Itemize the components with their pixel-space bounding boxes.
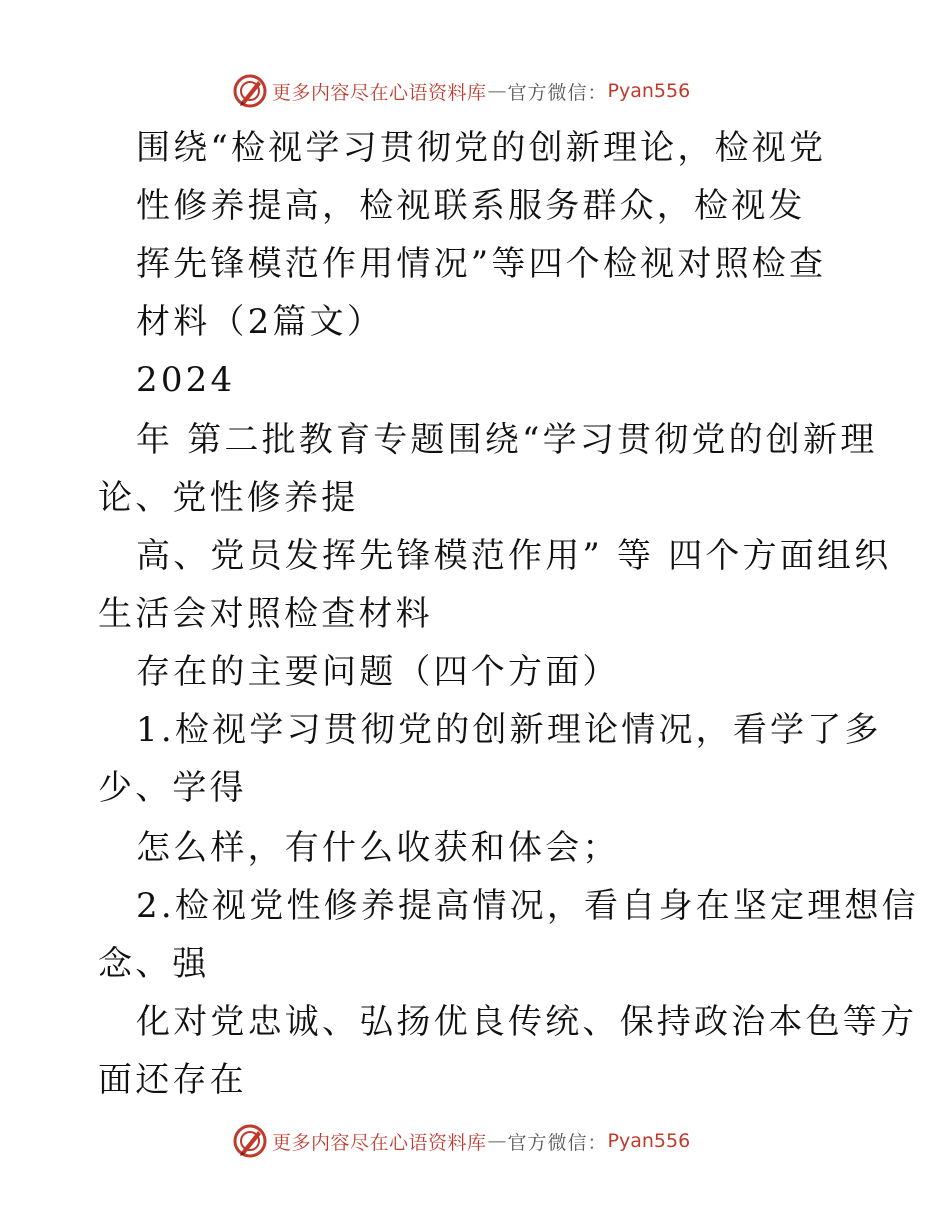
body-line: 2024 [136,360,236,400]
watermark-wechat-id: Pyan556 [607,80,691,102]
watermark-wechat-id: Pyan556 [607,1130,691,1152]
body-line: 年 第二批教育专题围绕“学习贯彻党的创新理 [136,420,878,460]
watermark-text: 更多内容尽在心语资料库 [272,1131,487,1154]
body-line: 化对党忠诚、弘扬优良传统、保持政治本色等方 [136,1002,918,1042]
pen-logo-icon [232,73,268,109]
watermark-contact-label: 官方微信： [507,1131,608,1154]
body-line: 1.检视学习贯彻党的创新理论情况，看学了多 [136,710,882,750]
body-line: 论、党性修养提 [98,478,359,518]
footer-watermark [232,1123,690,1159]
body-line: 性修养提高，检视联系服务群众，检视发 [136,186,806,226]
body-line: 材料（2篇文） [136,302,385,342]
watermark-contact-label: 官方微信： [507,81,608,104]
body-line: 高、党员发挥先锋模范作用” 等 四个方面组织 [136,536,892,576]
watermark-dash: — [487,1130,507,1152]
body-line: 怎么样，有什么收获和体会； [136,828,620,868]
body-line: 围绕“检视学习贯彻党的创新理论，检视党 [136,128,827,168]
body-line: 2.检视党性修养提高情况，看自身在坚定理想信 [136,886,919,926]
header-watermark [232,73,690,109]
body-line: 生活会对照检查材料 [98,594,433,634]
body-line: 面还存在 [98,1060,247,1100]
body-line: 挥先锋模范作用情况”等四个检视对照检查 [136,244,827,284]
body-line: 存在的主要问题（四个方面） [136,652,620,692]
body-line: 少、学得 [98,768,247,808]
watermark-text: 更多内容尽在心语资料库 [272,81,487,104]
pen-logo-icon [232,1123,268,1159]
body-line: 念、强 [98,944,210,984]
watermark-dash: — [487,80,507,102]
